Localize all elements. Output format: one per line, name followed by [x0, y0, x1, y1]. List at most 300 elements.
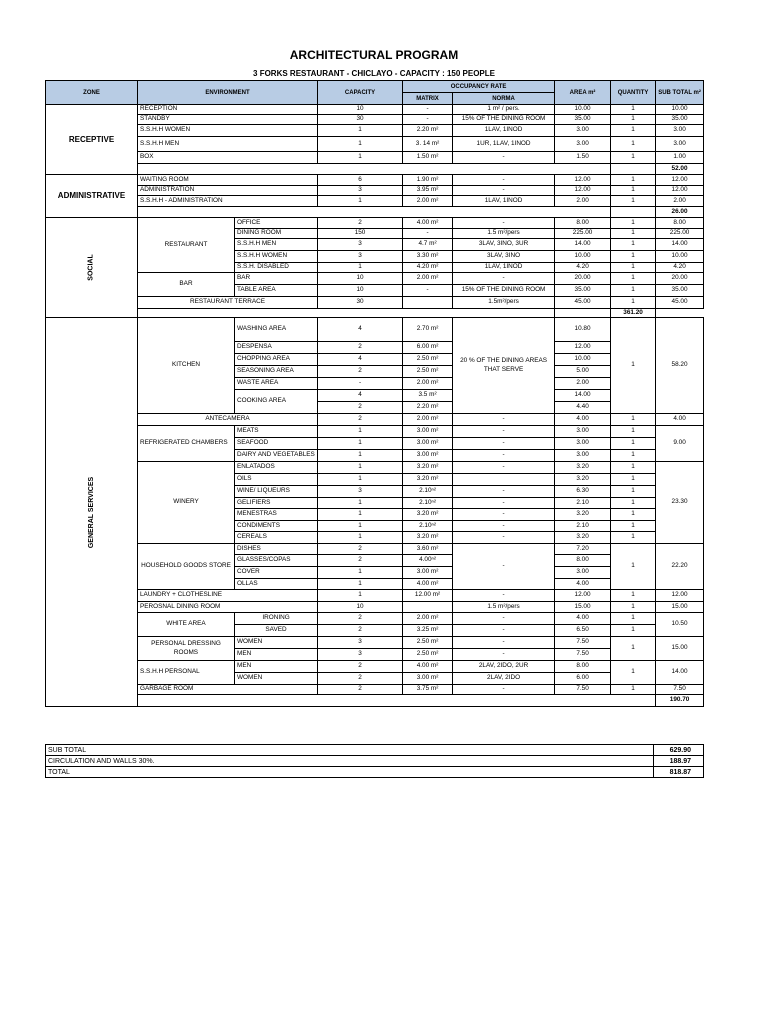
norma-cell: 1UR, 1LAV, 1INOD [453, 137, 555, 152]
norma-cell: 3LAV, 3INO, 3UR [453, 239, 555, 251]
environment-cell: TABLE AREA [235, 285, 318, 297]
area-cell: 4.00 [555, 613, 611, 625]
table-row [46, 602, 704, 613]
column-header-zone: ZONE [46, 81, 138, 105]
subtotal-cell: 3.00 [656, 137, 704, 152]
summary-row-circulation [46, 756, 704, 767]
capacity-cell: 2 [318, 661, 403, 673]
quantity-cell: 1 [611, 661, 656, 685]
environment-cell: STANDBY [138, 115, 318, 125]
area-cell: 1.50 [555, 152, 611, 164]
norma-cell: - [453, 152, 555, 164]
table-row [46, 661, 704, 673]
table-row [46, 115, 704, 125]
environment-cell: PEROSNAL DINING ROOM [138, 602, 318, 613]
environment-cell: ANTECAMERA [138, 414, 318, 426]
summary-label: CIRCULATION AND WALLS 30%. [46, 756, 654, 767]
table-row [46, 186, 704, 196]
capacity-cell: 10 [318, 285, 403, 297]
norma-cell: 1.5m²/pers [453, 297, 555, 309]
capacity-cell: 1 [318, 521, 403, 532]
capacity-cell: 1 [318, 590, 403, 602]
area-cell: 225.00 [555, 229, 611, 239]
area-cell: 2.10 [555, 498, 611, 509]
area-cell: 7.50 [555, 685, 611, 695]
area-cell: 4.40 [555, 402, 611, 414]
table-row [46, 137, 704, 152]
table-row [46, 152, 704, 164]
capacity-cell: 1 [318, 532, 403, 544]
group-kitchen: KITCHEN [138, 318, 235, 414]
capacity-cell: 2 [318, 625, 403, 637]
norma-cell: - [453, 414, 555, 426]
environment-cell: DESPENSA [235, 342, 318, 354]
norma-cell: - [453, 509, 555, 521]
matrix-cell: - [403, 229, 453, 239]
column-header-norma: NORMA [453, 93, 555, 105]
environment-cell: S.S.H.H WOMEN [235, 251, 318, 263]
capacity-cell: 1 [318, 125, 403, 137]
capacity-cell: 30 [318, 115, 403, 125]
area-cell: 5.00 [555, 366, 611, 378]
capacity-cell: 3 [318, 186, 403, 196]
subtotal-cell: 20.00 [656, 273, 704, 285]
column-header-quantity: QUANTITY [611, 81, 656, 105]
quantity-cell: 1 [611, 462, 656, 474]
quantity-cell: 1 [611, 273, 656, 285]
norma-cell: 1.5 m²/pers [453, 602, 555, 613]
environment-cell: MEN [235, 661, 318, 673]
area-cell: 8.00 [555, 555, 611, 567]
table-row [46, 273, 704, 285]
table-row [46, 318, 704, 342]
quantity-cell: 1 [611, 239, 656, 251]
matrix-cell: 3.25 m² [403, 625, 453, 637]
area-cell: 8.00 [555, 218, 611, 229]
matrix-cell: 3. 14 m² [403, 137, 453, 152]
capacity-cell: 1 [318, 137, 403, 152]
quantity-cell: 1 [611, 590, 656, 602]
capacity-cell: 2 [318, 414, 403, 426]
table-header-row [46, 81, 704, 93]
area-cell: 14.00 [555, 390, 611, 402]
area-cell: 35.00 [555, 115, 611, 125]
capacity-cell: 1 [318, 567, 403, 579]
quantity-cell: 1 [611, 532, 656, 544]
table-row [46, 426, 704, 438]
subtotal-cell: 3.00 [656, 125, 704, 137]
matrix-cell: 3.20 m² [403, 509, 453, 521]
zone-total-row [46, 309, 704, 318]
table-row [46, 414, 704, 426]
quantity-cell: 1 [611, 602, 656, 613]
subtotal-cell: 15.00 [656, 602, 704, 613]
matrix-cell: 2.50 m² [403, 366, 453, 378]
table-row [46, 590, 704, 602]
area-cell: 12.00 [555, 175, 611, 186]
quantity-cell: 1 [611, 186, 656, 196]
norma-cell: - [453, 273, 555, 285]
environment-cell: DAIRY AND VEGETABLES [235, 450, 318, 462]
subtotal-cell: 4.20 [656, 263, 704, 273]
norma-cell: 20 % OF THE DINING AREAS THAT SERVE [453, 318, 555, 414]
area-cell: 10.80 [555, 318, 611, 342]
quantity-cell: 1 [611, 474, 656, 486]
quantity-cell: 1 [611, 450, 656, 462]
matrix-cell: 3.30 m² [403, 251, 453, 263]
matrix-cell: 3.00 m² [403, 450, 453, 462]
spacer-cell [611, 207, 656, 218]
quantity-cell: 1 [611, 613, 656, 625]
matrix-cell: 3.00 m² [403, 438, 453, 450]
page-subtitle: 3 FORKS RESTAURANT - CHICLAYO - CAPACITY : 150 PEOPLE [253, 69, 495, 78]
capacity-cell: 2 [318, 613, 403, 625]
table-row [46, 685, 704, 695]
capacity-cell: 2 [318, 685, 403, 695]
norma-cell: 1LAV, 1INOD [453, 196, 555, 207]
capacity-cell: 3 [318, 649, 403, 661]
capacity-cell: 3 [318, 239, 403, 251]
capacity-cell: 10 [318, 273, 403, 285]
zone-total-row [46, 164, 704, 175]
zone-total: 190.70 [656, 695, 704, 707]
column-header-capacity: CAPACITY [318, 81, 403, 105]
zone-total: 26.00 [656, 207, 704, 218]
quantity-cell: 1 [611, 196, 656, 207]
matrix-cell: 3.20 m² [403, 462, 453, 474]
environment-cell: S.S.H. DISABLED [235, 263, 318, 273]
zone-label: SOCIAL [87, 254, 95, 281]
subtotal-cell: 23.30 [656, 462, 704, 544]
area-cell: 12.00 [555, 590, 611, 602]
quantity-cell: 1 [611, 486, 656, 498]
matrix-cell: 3.5 m² [403, 390, 453, 402]
matrix-cell: 3.00 m² [403, 567, 453, 579]
matrix-cell: 2.00 m² [403, 378, 453, 390]
norma-cell: - [453, 186, 555, 196]
capacity-cell: 1 [318, 509, 403, 521]
capacity-cell: 1 [318, 579, 403, 590]
summary-table [45, 744, 704, 778]
spacer-cell [138, 164, 611, 175]
group-bar: BAR [138, 273, 235, 297]
quantity-cell: 1 [611, 263, 656, 273]
table-row [46, 637, 704, 649]
quantity-cell: 1 [611, 685, 656, 695]
matrix-cell: 2.10ⁿ² [403, 498, 453, 509]
summary-row-subtotal [46, 745, 704, 756]
area-cell: 14.00 [555, 239, 611, 251]
spacer-cell [555, 309, 611, 318]
area-cell: 7.50 [555, 637, 611, 649]
capacity-cell: 4 [318, 354, 403, 366]
norma-cell: - [453, 426, 555, 438]
capacity-cell: 4 [318, 318, 403, 342]
table-row [46, 196, 704, 207]
environment-cell: ENLATADOS [235, 462, 318, 474]
environment-cell: WINE/ LIQUEURS [235, 486, 318, 498]
spacer-cell [611, 164, 656, 175]
column-header-occupancy-rate: OCCUPANCY RATE [403, 81, 555, 93]
matrix-cell: 4.00 m² [403, 218, 453, 229]
environment-cell: MEATS [235, 426, 318, 438]
quantity-cell: 1 [611, 297, 656, 309]
subtotal-cell: 58.20 [656, 318, 704, 414]
capacity-cell: 10 [318, 602, 403, 613]
subtotal-cell: 7.50 [656, 685, 704, 695]
environment-cell: LAUNDRY + CLOTHESLINE [138, 590, 318, 602]
matrix-cell: 2.20 m² [403, 125, 453, 137]
norma-cell: 15% OF THE DINING ROOM [453, 115, 555, 125]
area-cell: 3.20 [555, 474, 611, 486]
column-header-area: AREA m² [555, 81, 611, 105]
quantity-cell: 1 [611, 125, 656, 137]
quantity-cell: 1 [611, 152, 656, 164]
norma-cell: 1 m² / pers. [453, 105, 555, 115]
matrix-cell: 2.10ⁿ² [403, 486, 453, 498]
capacity-cell: 2 [318, 366, 403, 378]
table-row [46, 297, 704, 309]
table-row [46, 462, 704, 474]
zone-total: 361.20 [611, 309, 656, 318]
spacer-cell [138, 207, 611, 218]
environment-cell: DISHES [235, 544, 318, 555]
area-cell: 3.00 [555, 125, 611, 137]
matrix-cell: 3.75 m² [403, 685, 453, 695]
norma-cell: - [453, 498, 555, 509]
matrix-cell: 4.00 m² [403, 579, 453, 590]
zone-receptive: RECEPTIVE [46, 105, 138, 175]
norma-cell: - [453, 685, 555, 695]
capacity-cell: 4 [318, 390, 403, 402]
norma-cell: - [453, 521, 555, 532]
quantity-cell: 1 [611, 521, 656, 532]
area-cell: 6.50 [555, 625, 611, 637]
spacer-cell [138, 695, 656, 707]
subtotal-cell: 10.50 [656, 613, 704, 637]
area-cell: 3.20 [555, 462, 611, 474]
quantity-cell: 1 [611, 229, 656, 239]
subtotal-cell: 35.00 [656, 115, 704, 125]
matrix-cell [403, 297, 453, 309]
spacer-cell [138, 309, 555, 318]
matrix-cell: 2.20 m² [403, 402, 453, 414]
environment-cell: OILS [235, 474, 318, 486]
zone-total-row [46, 695, 704, 707]
summary-label: SUB TOTAL [46, 745, 654, 756]
capacity-cell: 2 [318, 402, 403, 414]
summary-value: 188.97 [654, 756, 704, 767]
area-cell: 10.00 [555, 251, 611, 263]
matrix-cell: 2.50 m² [403, 649, 453, 661]
area-cell: 12.00 [555, 186, 611, 196]
norma-cell: - [453, 462, 555, 474]
quantity-cell: 1 [611, 438, 656, 450]
quantity-cell: 1 [611, 625, 656, 637]
group-white-area: WHITE AREA [138, 613, 235, 637]
norma-cell: 3LAV, 3INO [453, 251, 555, 263]
zone-general-services [46, 318, 138, 707]
matrix-cell: 2.00 m² [403, 196, 453, 207]
capacity-cell: 1 [318, 263, 403, 273]
matrix-cell: 4.00 m² [403, 661, 453, 673]
subtotal-cell: 12.00 [656, 175, 704, 186]
matrix-cell: 6.00 m² [403, 342, 453, 354]
subtotal-cell: 45.00 [656, 297, 704, 309]
environment-cell: IRONING [235, 613, 318, 625]
matrix-cell: - [403, 115, 453, 125]
norma-cell [453, 474, 555, 486]
zone-total: 52.00 [656, 164, 704, 175]
area-cell: 6.00 [555, 673, 611, 685]
norma-cell: - [453, 532, 555, 544]
matrix-cell: 3.20 m² [403, 474, 453, 486]
norma-cell: - [453, 438, 555, 450]
area-cell: 8.00 [555, 661, 611, 673]
capacity-cell: 1 [318, 426, 403, 438]
area-cell: 45.00 [555, 297, 611, 309]
group-personal-dressing-rooms: PERSONAL DRESSING ROOMS [138, 637, 235, 661]
summary-value: 818.87 [654, 767, 704, 778]
environment-cell: S.S.H.H WOMEN [138, 125, 318, 137]
environment-cell: BOX [138, 152, 318, 164]
matrix-cell: 3.95 m² [403, 186, 453, 196]
norma-cell: - [453, 218, 555, 229]
environment-cell: RESTAURANT TERRACE [138, 297, 318, 309]
matrix-cell: 2.50 m² [403, 637, 453, 649]
norma-cell: 15% OF THE DINING ROOM [453, 285, 555, 297]
area-cell: 7.50 [555, 649, 611, 661]
quantity-cell: 1 [611, 251, 656, 263]
zone-total-row [46, 207, 704, 218]
summary-row-total [46, 767, 704, 778]
quantity-cell: 1 [611, 544, 656, 590]
table-row [46, 125, 704, 137]
subtotal-cell: 1.00 [656, 152, 704, 164]
quantity-cell: 1 [611, 137, 656, 152]
area-cell: 2.10 [555, 521, 611, 532]
subtotal-cell: 15.00 [656, 637, 704, 661]
page-title: ARCHITECTURAL PROGRAM [289, 48, 459, 62]
capacity-cell: 1 [318, 438, 403, 450]
group-household-goods-store: HOUSEHOLD GOODS STORE [138, 544, 235, 590]
norma-cell: 2LAV, 2IDO, 2UR [453, 661, 555, 673]
norma-cell: - [453, 486, 555, 498]
quantity-cell: 1 [611, 285, 656, 297]
matrix-cell: 4.00ⁿ² [403, 555, 453, 567]
capacity-cell: 3 [318, 637, 403, 649]
subtotal-cell: 4.00 [656, 414, 704, 426]
capacity-cell: 1 [318, 474, 403, 486]
subtotal-cell: 8.00 [656, 218, 704, 229]
matrix-cell: 3.20 m² [403, 532, 453, 544]
area-cell: 3.20 [555, 532, 611, 544]
environment-cell: COVER [235, 567, 318, 579]
area-cell: 4.20 [555, 263, 611, 273]
area-cell: 3.00 [555, 567, 611, 579]
quantity-cell: 1 [611, 426, 656, 438]
matrix-cell: - [403, 285, 453, 297]
capacity-cell: 1 [318, 462, 403, 474]
environment-cell: MEN [235, 649, 318, 661]
environment-cell: CHOPPING AREA [235, 354, 318, 366]
environment-cell: CEREALS [235, 532, 318, 544]
matrix-cell [403, 602, 453, 613]
norma-cell: 2LAV, 2IDO [453, 673, 555, 685]
subtotal-cell: 12.00 [656, 186, 704, 196]
matrix-cell: 4.20 m² [403, 263, 453, 273]
environment-cell: GARBAGE ROOM [138, 685, 318, 695]
quantity-cell: 1 [611, 175, 656, 186]
table-row [46, 105, 704, 115]
matrix-cell: 2.50 m² [403, 354, 453, 366]
area-cell: 3.00 [555, 137, 611, 152]
subtotal-cell: 22.20 [656, 544, 704, 590]
area-cell: 2.00 [555, 378, 611, 390]
subtotal-cell: 10.00 [656, 105, 704, 115]
matrix-cell: 2.70 m² [403, 318, 453, 342]
environment-cell: MENESTRAS [235, 509, 318, 521]
environment-cell: OFFICE [235, 218, 318, 229]
group-restaurant: RESTAURANT [138, 218, 235, 273]
zone-administrative: ADMINISTRATIVE [46, 175, 138, 218]
environment-cell: WASHING AREA [235, 318, 318, 342]
area-cell: 4.00 [555, 414, 611, 426]
zone-social [46, 218, 138, 318]
subtotal-cell: 14.00 [656, 239, 704, 251]
environment-cell: CONDIMENTS [235, 521, 318, 532]
capacity-cell: 3 [318, 251, 403, 263]
subtotal-cell: 14.00 [656, 661, 704, 685]
capacity-cell: 2 [318, 544, 403, 555]
area-cell: 15.00 [555, 602, 611, 613]
norma-cell: - [453, 175, 555, 186]
table-row [46, 613, 704, 625]
environment-cell: SEAFOOD [235, 438, 318, 450]
matrix-cell: 1.90 m² [403, 175, 453, 186]
matrix-cell: 3.00 m² [403, 673, 453, 685]
area-cell: 7.20 [555, 544, 611, 555]
matrix-cell: 12.00 m² [403, 590, 453, 602]
area-cell: 20.00 [555, 273, 611, 285]
zone-label: GENERAL SERVICES [87, 476, 95, 548]
matrix-cell: 1.50 m² [403, 152, 453, 164]
environment-cell: GELIFIERS [235, 498, 318, 509]
quantity-cell: 1 [611, 318, 656, 414]
program-table [45, 80, 704, 707]
environment-cell: S.S.H.H - ADMINISTRATION [138, 196, 318, 207]
group-refrigerated-chambers: REFRIGERATED CHAMBERS [138, 426, 235, 462]
norma-cell: - [453, 637, 555, 649]
summary-value: 629.90 [654, 745, 704, 756]
subtotal-cell: 2.00 [656, 196, 704, 207]
norma-cell: - [453, 625, 555, 637]
group-winery: WINERY [138, 462, 235, 544]
environment-cell: SAVED [235, 625, 318, 637]
capacity-cell: - [318, 378, 403, 390]
norma-cell: 1LAV, 1INOD [453, 263, 555, 273]
norma-cell: 1.5 m²/pers [453, 229, 555, 239]
area-cell: 6.30 [555, 486, 611, 498]
summary-label: TOTAL [46, 767, 654, 778]
quantity-cell: 1 [611, 218, 656, 229]
norma-cell: 1LAV, 1INOD [453, 125, 555, 137]
capacity-cell: 1 [318, 498, 403, 509]
environment-cell: WAITING ROOM [138, 175, 318, 186]
capacity-cell: 2 [318, 555, 403, 567]
area-cell: 2.00 [555, 196, 611, 207]
matrix-cell: - [403, 105, 453, 115]
